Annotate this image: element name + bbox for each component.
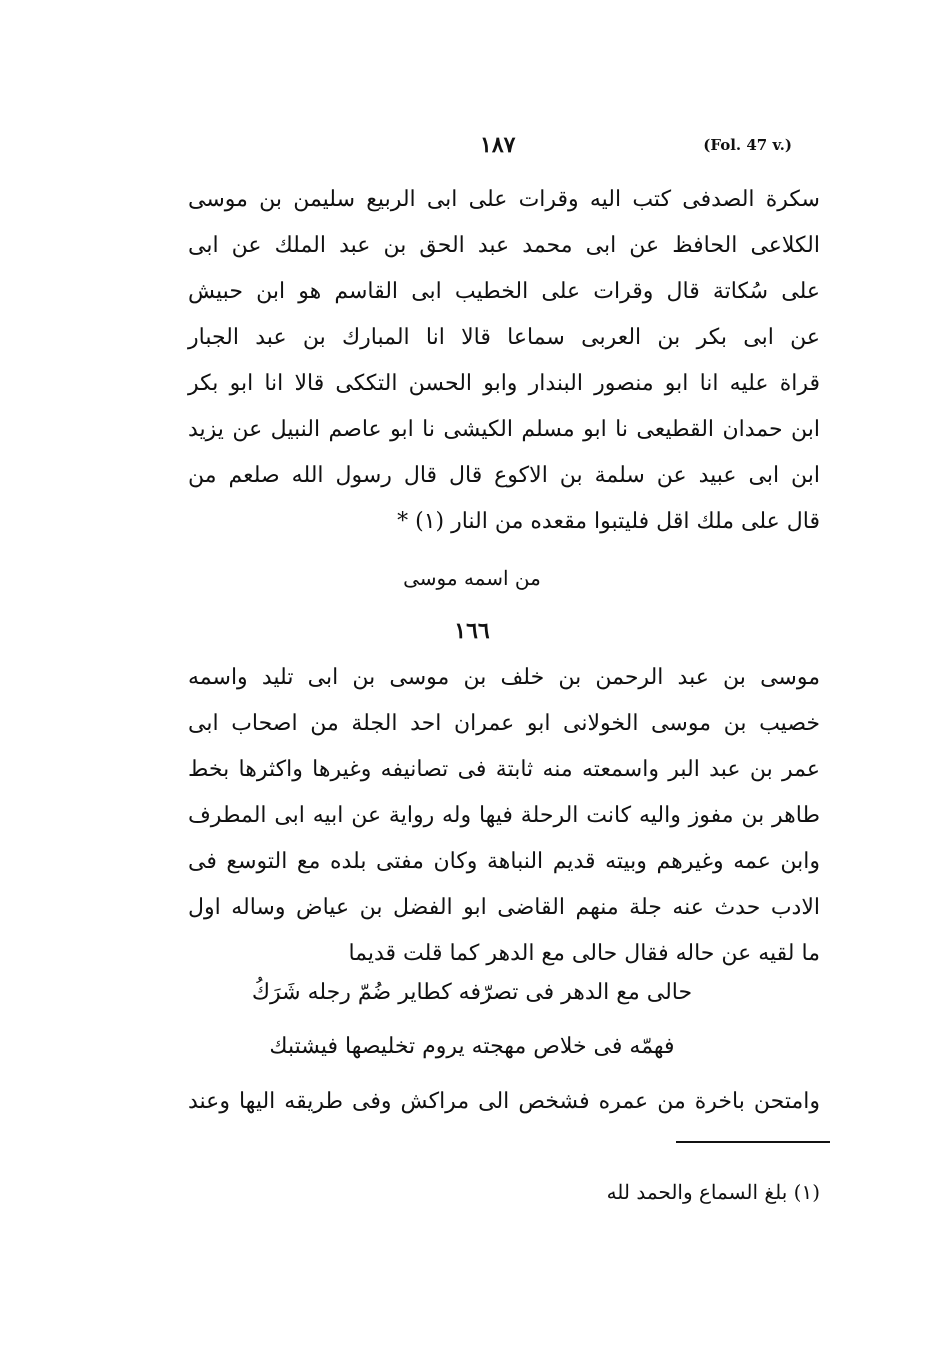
section-heading: من اسمه موسى [403,566,541,590]
text-line: عمر بن عبد البر واسمعته منه ثابتة فى تصانيفه وغيرها واكثرها بخط [188,757,820,782]
verse-line: فهمّه فى خلاص مهجته يروم تخليصها فيشتبك [269,1034,675,1059]
text-line: ابن ابى عبيد عن سلمة بن الاكوع قال قال رسول الله صلعم من [188,463,820,488]
page-header [0,132,944,166]
verse-line: حالى مع الدهر فى تصرّفه كطاير ضُمّ رجله شَرَكُ [251,980,693,1005]
text-line: موسى بن عبد الرحمن بن خلف بن موسى بن ابى تليد واسمه [188,665,820,690]
text-line: وابن عمه وغيرهم وبيته قديم النباهة وكان مفتى بلده مع التوسع فى [188,849,820,874]
text-line: عن ابى بكر بن العربى سماعا قالا انا المبارك بن عبد الجبار [188,325,820,350]
text-line: طاهر بن مفوز واليه كانت الرحلة فيها وله رواية عن ابيه ابى المطرف [188,803,820,828]
text-line: سكرة الصدفى كتب اليه وقرات على ابى الربيع سليمن بن موسى [188,187,820,212]
text-line: خصيب بن موسى الخولانى ابو عمران احد الجلة من اصحاب ابى [188,711,820,736]
text-line: ما لقيه عن حاله فقال حالى مع الدهر كما قلت قديما [348,941,820,966]
text-line: قال على ملك اقل فليتبوا مقعده من النار (١) * [397,509,820,534]
footnote: (١) بلغ السماع والحمد لله [606,1180,820,1204]
text-line: قراة عليه انا ابو منصور البندار وابو الحسن التككى قالا انا ابو بكر [188,371,820,396]
page-number: ١٨٧ [480,132,516,158]
text-line: ابن حمدان القطيعى نا ابو مسلم الكيشى نا ابو عاصم النبيل عن يزيد [188,417,820,442]
text-line: الادب حدث عنه جلة منهم القاضى ابو الفضل بن عياض وساله اول [188,895,820,920]
text-line: الكلاعى الحافظ عن ابى محمد عبد الحق بن عبد الملك عن ابى [188,233,820,258]
text-line: وامتحن باخرة من عمره فشخص الى مراكش وفى طريقه اليها وعند [188,1089,820,1114]
text-line: على سُكاتة قال وقرات على الخطيب ابى القاسم هو ابن حبيش [188,279,820,304]
entry-number: ١٦٦ [454,618,490,644]
footnote-divider [676,1141,830,1143]
folio-reference: (Fol. 47 v.) [703,136,792,154]
